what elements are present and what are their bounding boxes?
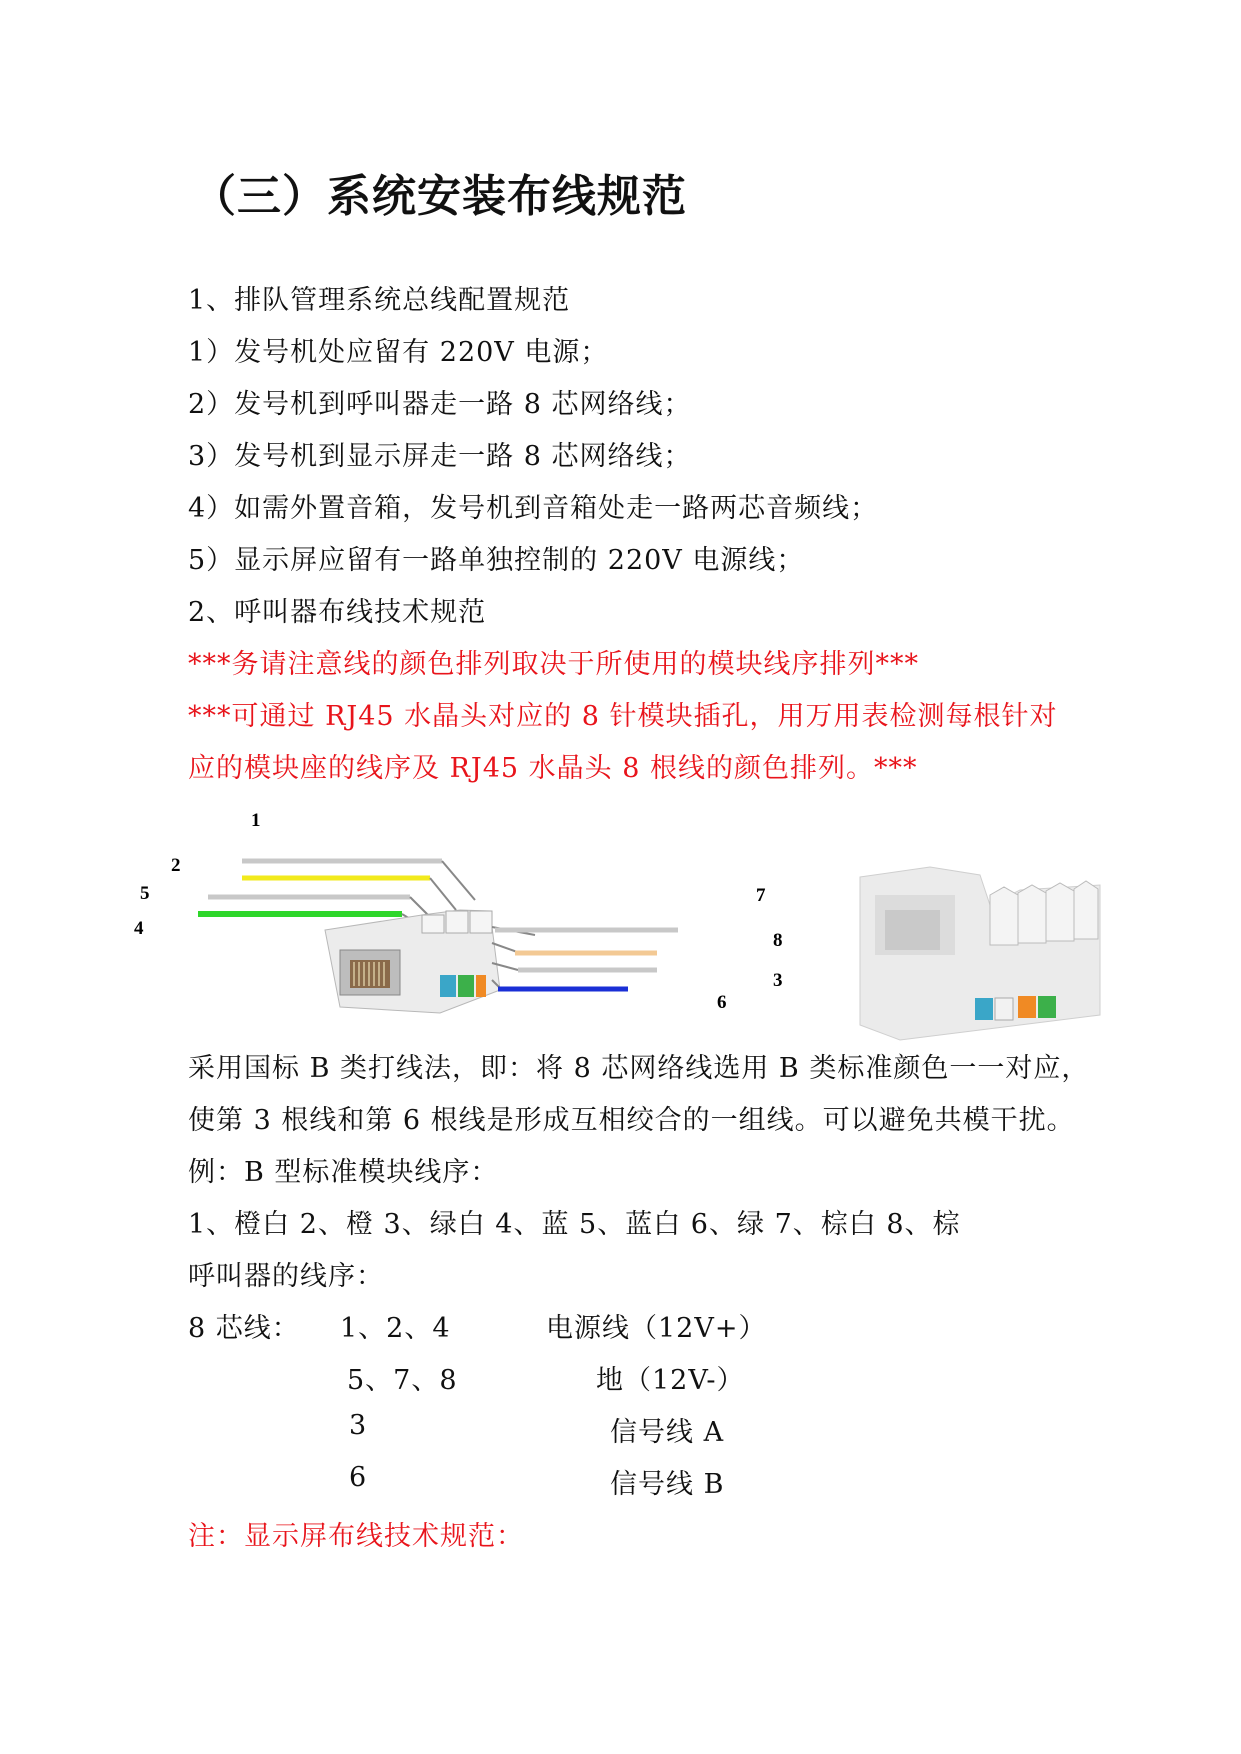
wire-label-1: 1 — [251, 810, 261, 831]
pinout-function-1: 电源线（12V+） — [546, 1313, 767, 1344]
wire-label-4: 4 — [134, 918, 144, 939]
wire-label-5: 5 — [140, 883, 150, 904]
example-label: 例：B 型标准模块线序： — [188, 1157, 499, 1188]
pinout-pins-1: 1、2、4 — [340, 1313, 451, 1344]
pinout-function-3: 信号线 A — [610, 1417, 725, 1448]
keystone-module-photo — [860, 867, 1100, 1040]
warning-line-2: ***可通过 RJ45 水晶头对应的 8 针模块插孔，用万用表检测每根针对 — [188, 701, 1058, 732]
wire-label-7: 7 — [756, 885, 766, 906]
display-note: 注：显示屏布线技术规范： — [188, 1521, 524, 1552]
wire-label-8: 8 — [773, 930, 783, 951]
wire-label-6: 6 — [717, 992, 727, 1013]
wire-label-3: 3 — [773, 970, 783, 991]
pinout-label: 8 芯线： — [188, 1313, 300, 1344]
body-para-2: 使第 3 根线和第 6 根线是形成互相绞合的一组线。可以避免共模干扰。 — [188, 1105, 1075, 1136]
pinout-function-4: 信号线 B — [610, 1469, 725, 1500]
pinout-function-2: 地（12V-） — [596, 1365, 745, 1396]
body-para-1: 采用国标 B 类打线法，即：将 8 芯网络线选用 B 类标准颜色一一对应， — [188, 1053, 1090, 1084]
caller-wire-order-label: 呼叫器的线序： — [188, 1261, 384, 1292]
spec-item-5: 5）显示屏应留有一路单独控制的 220V 电源线； — [188, 545, 805, 576]
spec-item-3: 3）发号机到显示屏走一路 8 芯网络线； — [188, 441, 692, 472]
wire-label-2: 2 — [171, 855, 181, 876]
pinout-pins-4: 6 — [349, 1462, 368, 1493]
pinout-pins-2: 5、7、8 — [347, 1365, 458, 1396]
section2-heading: 2、呼叫器布线技术规范 — [188, 597, 487, 628]
spec-item-1: 1）发号机处应留有 220V 电源； — [188, 337, 609, 368]
keystone-jack-illustration — [325, 910, 500, 1013]
pinout-pins-3: 3 — [349, 1410, 368, 1441]
section1-heading: 1、排队管理系统总线配置规范 — [188, 285, 571, 316]
page-title: （三）系统安装布线规范 — [192, 171, 687, 222]
color-sequence: 1、橙白 2、橙 3、绿白 4、蓝 5、蓝白 6、绿 7、棕白 8、棕 — [188, 1209, 961, 1240]
rj45-wiring-diagram — [134, 810, 1100, 1045]
spec-item-2: 2）发号机到呼叫器走一路 8 芯网络线； — [188, 389, 692, 420]
warning-line-1: ***务请注意线的颜色排列取决于所使用的模块线序排列*** — [188, 649, 919, 680]
warning-line-3: 应的模块座的线序及 RJ45 水晶头 8 根线的颜色排列。*** — [188, 753, 918, 784]
spec-item-4: 4）如需外置音箱，发号机到音箱处走一路两芯音频线； — [188, 493, 879, 524]
